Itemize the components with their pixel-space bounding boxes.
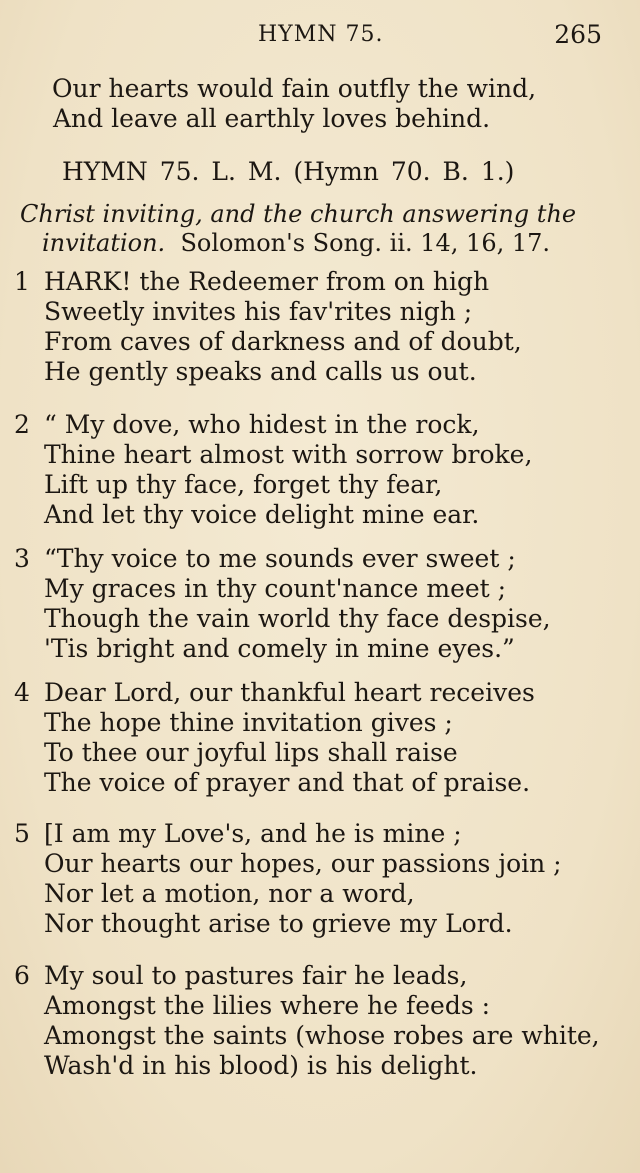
verse-line: HARK! the Redeemer from on high <box>44 267 490 296</box>
verse-line: Thine heart almost with sorrow broke, <box>44 440 533 469</box>
hymn-subtitle <box>20 200 610 258</box>
verse-line: Amongst the lilies where he feeds : <box>44 991 491 1020</box>
verse-number: 3 <box>14 544 30 573</box>
verse-line: He gently speaks and calls us out. <box>44 357 477 386</box>
verse-line: “Thy voice to me sounds ever sweet ; <box>44 544 516 573</box>
verse-line: Nor thought arise to grieve my Lord. <box>44 909 513 938</box>
subtitle-line <box>20 229 610 258</box>
verse-line: The hope thine invitation gives ; <box>44 708 453 737</box>
verse-line: [I am my Love's, and he is mine ; <box>44 819 462 848</box>
verse-line: From caves of darkness and of doubt, <box>44 327 522 356</box>
verse-number: 1 <box>14 267 30 296</box>
previous-hymn-ending <box>52 74 536 134</box>
verse <box>0 961 640 1081</box>
verse <box>0 819 640 939</box>
previous-line: And leave all earthly loves behind. <box>53 104 491 133</box>
running-head <box>0 20 640 54</box>
verse-line: My soul to pastures fair he leads, <box>44 961 468 990</box>
verse-line: My graces in thy count'nance meet ; <box>44 574 507 603</box>
previous-line: Our hearts would fain outfly the wind, <box>52 74 537 103</box>
verse-line: The voice of prayer and that of praise. <box>44 768 531 797</box>
verse-number: 4 <box>14 678 30 707</box>
verse-number: 5 <box>14 819 30 848</box>
verse-line: And let thy voice delight mine ear. <box>44 500 480 529</box>
verse <box>0 267 640 387</box>
scripture-reference: Solomon's Song. ii. 14, 16, 17. <box>180 229 551 257</box>
hymn-heading: HYMN 75. L. M. (Hymn 70. B. 1.) <box>62 157 515 186</box>
verse-line: Amongst the saints (whose robes are white, <box>44 1021 600 1050</box>
verse-line: Sweetly invites his fav'rites nigh ; <box>44 297 473 326</box>
verse-line: Though the vain world thy face despise, <box>44 604 551 633</box>
page-number: 265 <box>554 20 602 49</box>
verse-number: 2 <box>14 410 30 439</box>
verse <box>0 410 640 530</box>
subtitle-line: Christ inviting, and the church answering the <box>20 200 577 228</box>
verse <box>0 544 640 664</box>
verse-line: Lift up thy face, forget thy fear, <box>44 470 443 499</box>
verse-line: “ My dove, who hidest in the rock, <box>44 410 480 439</box>
verse-line: Our hearts our hopes, our passions join ; <box>44 849 562 878</box>
verse-line: Wash'd in his blood) is his delight. <box>44 1051 478 1080</box>
subtitle-italic: invitation. <box>42 229 166 257</box>
verse-line: To thee our joyful lips shall raise <box>44 738 458 767</box>
verse-number: 6 <box>14 961 30 990</box>
verse-line: 'Tis bright and comely in mine eyes.” <box>44 634 515 663</box>
verse <box>0 678 640 798</box>
verse-line: Nor let a motion, nor a word, <box>44 879 415 908</box>
running-head-title: HYMN 75. <box>258 22 384 47</box>
verse-line: Dear Lord, our thankful heart receives <box>44 678 535 707</box>
